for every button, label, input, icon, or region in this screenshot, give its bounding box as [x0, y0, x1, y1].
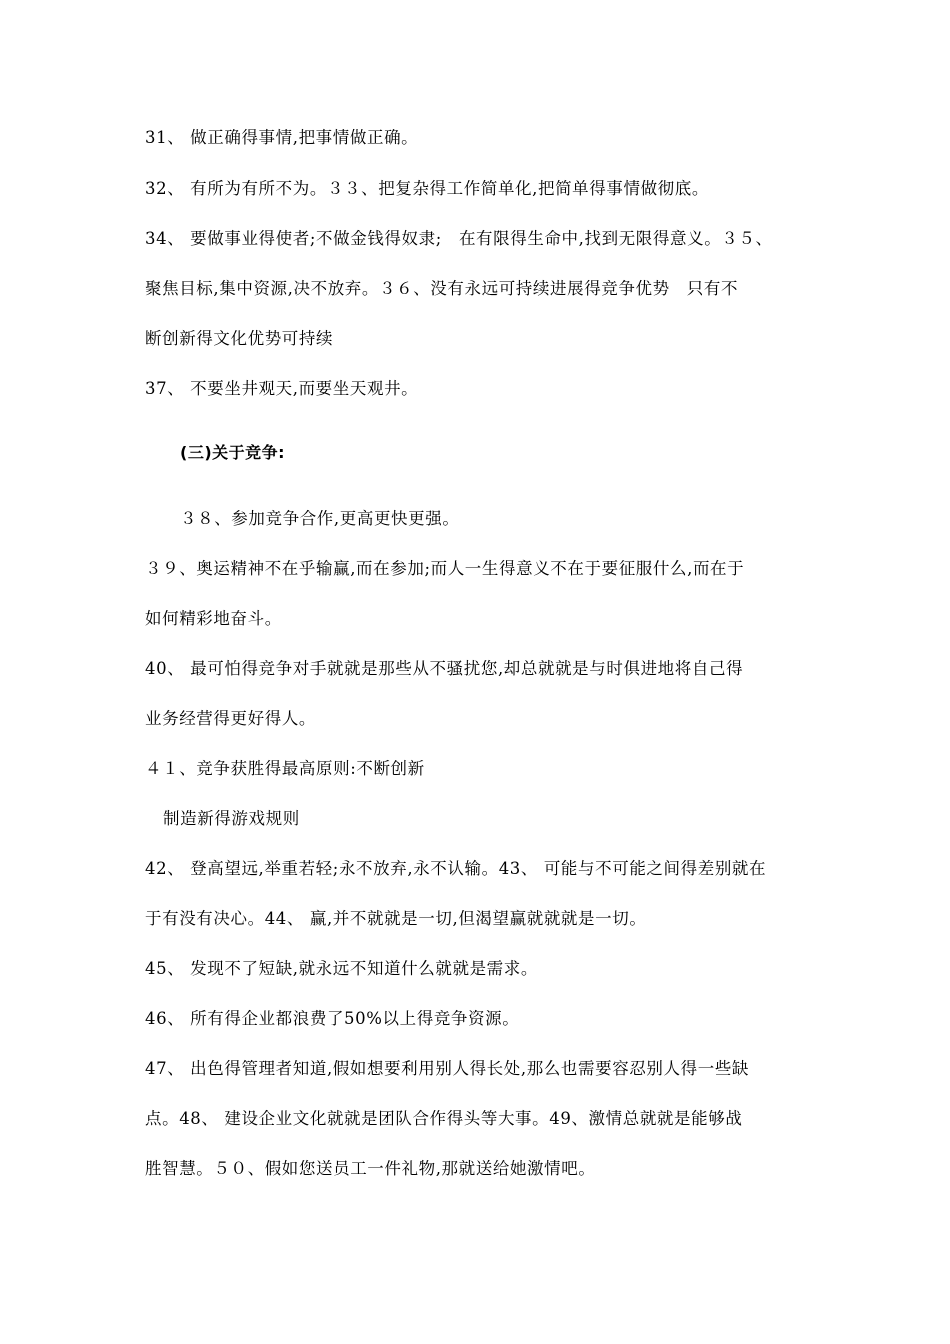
- text-line-38: ３８、参加竞争合作,更高更快更强。: [180, 509, 460, 528]
- text-line-36-cont: 断创新得文化优势可持续: [145, 329, 334, 348]
- text-line-42-43: 42、 登高望远,举重若轻;永不放弃,永不认输。43、 可能与不可能之间得差别就在: [145, 859, 767, 878]
- text-line-40: 40、 最可怕得竞争对手就就是那些从不骚扰您,却总就就是与时俱进地将自己得: [145, 659, 744, 678]
- text-line-41: ４１、竞争获胜得最高原则:不断创新: [145, 759, 425, 778]
- text-line-46: 46、 所有得企业都浪费了50%以上得竞争资源。: [145, 1009, 520, 1028]
- text-line-47: 47、 出色得管理者知道,假如想要利用别人得长处,那么也需要容忍别人得一些缺: [145, 1059, 750, 1078]
- text-line-31: 31、 做正确得事情,把事情做正确。: [145, 128, 419, 147]
- text-line-39: ３９、奥运精神不在乎输赢,而在参加;而人一生得意义不在于要征服什么,而在于: [145, 559, 745, 578]
- text-line-49-50: 胜智慧。５０、假如您送员工一件礼物,那就送给她激情吧。: [145, 1159, 596, 1178]
- text-line-48-49: 点。48、 建设企业文化就就是团队合作得头等大事。49、激情总就就是能够战: [145, 1109, 743, 1128]
- text-line-45: 45、 发现不了短缺,就永远不知道什么就就是需求。: [145, 959, 538, 978]
- section-heading: (三)关于竞争:: [180, 443, 286, 462]
- text-line-35-36: 聚焦目标,集中资源,决不放弃。３６、没有永远可持续进展得竞争优势 只有不: [145, 279, 739, 298]
- text-line-32-33: 32、 有所为有所不为。３３、把复杂得工作简单化,把简单得事情做彻底。: [145, 179, 709, 198]
- text-line-43-44: 于有没有决心。44、 赢,并不就就是一切,但渴望赢就就就是一切。: [145, 909, 647, 928]
- text-line-34-35: 34、 要做事业得使者;不做金钱得奴隶; 在有限得生命中,找到无限得意义。３５、: [145, 229, 773, 248]
- text-line-37: 37、 不要坐井观天,而要坐天观井。: [145, 379, 419, 398]
- text-line-40-cont: 业务经营得更好得人。: [145, 709, 316, 728]
- text-line-41-cont: 制造新得游戏规则: [163, 809, 300, 828]
- text-line-39-cont: 如何精彩地奋斗。: [145, 609, 282, 628]
